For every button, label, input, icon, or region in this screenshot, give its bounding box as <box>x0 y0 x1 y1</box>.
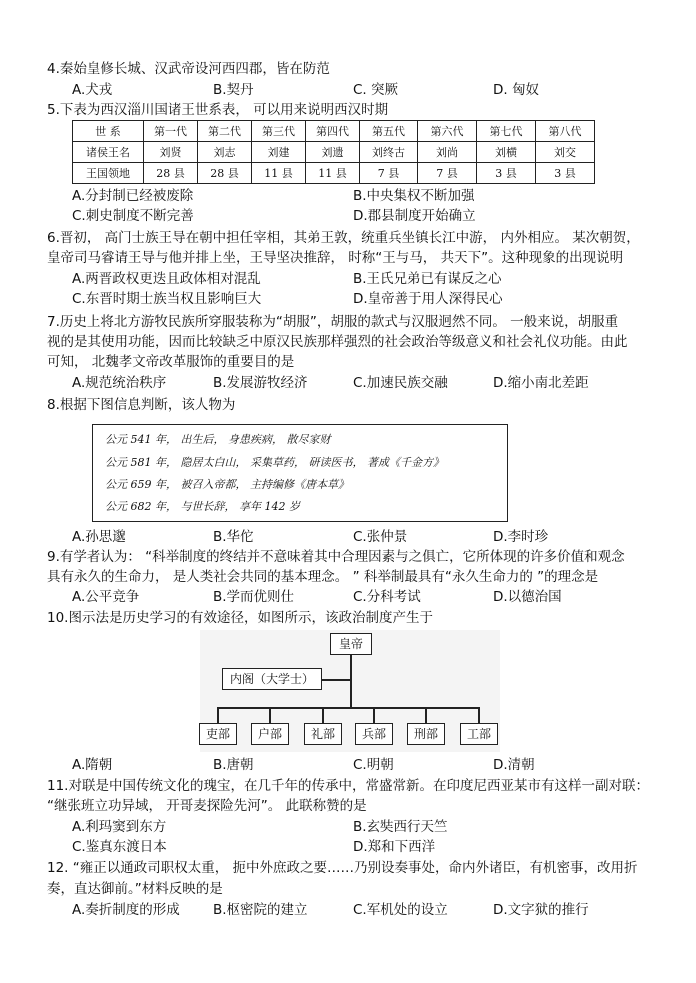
q4-option-c: C. 突厥 <box>353 82 399 98</box>
table-row <box>73 121 595 142</box>
q10-stem: 10.图示法是历史学习的有效途径，如图所示，该政治制度产生于 <box>47 610 433 626</box>
ministry-box: 刑部 <box>407 723 445 745</box>
table-cell: 第二代 <box>198 121 252 142</box>
connector-line <box>425 707 427 723</box>
table-row <box>73 142 595 163</box>
q7-option-d: D.缩小南北差距 <box>493 375 589 391</box>
q8-option-c: C.张仲景 <box>353 529 408 545</box>
connector-line <box>321 679 351 681</box>
q4-option-b: B.契丹 <box>213 82 254 98</box>
table-cell: 第八代 <box>536 121 595 142</box>
q9-stem-line: 具有永久的生命力， 是人类社会共同的基本理念。 ” 科举制最具有“永久生命力的 ”的理念是 <box>47 569 599 585</box>
q8-option-d: D.李时珍 <box>493 529 549 545</box>
table-cell: 3 县 <box>536 163 595 184</box>
q9-option-b: B.学而优则仕 <box>213 589 295 605</box>
table-cell: 第五代 <box>360 121 418 142</box>
table-cell: 王国领地 <box>73 163 144 184</box>
table-cell: 28 县 <box>198 163 252 184</box>
q6-option-d: D.皇帝善于用人深得民心 <box>353 291 503 307</box>
q6-stem-line: 皇帝司马睿请王导与他并排上坐，王导坚决推辞， 时称“王与马， 共天下”。这种现象的出现说明 <box>47 250 624 266</box>
q6-option-b: B.王氏兄弟已有谋反之心 <box>353 271 502 287</box>
q6-option-c: C.东晋时期士族当权且影响巨大 <box>72 291 262 307</box>
q9-stem-line: 9.有学者认为： “科举制度的终结并不意味着其中合理因素与之俱亡，它所体现的许多价值和观念 <box>47 549 625 565</box>
q6-stem-line: 6.晋初， 高门士族王导在朝中担任宰相，其弟王敦，统重兵坐镇长江中游， 内外相应。 某次朝贺， <box>47 230 640 246</box>
q12-option-d: D.文字狱的推行 <box>493 902 589 918</box>
q11-option-d: D.郑和下西洋 <box>353 839 436 855</box>
q11-option-a: A.利玛窦到东方 <box>72 819 167 835</box>
q5-option-b: B.中央集权不断加强 <box>353 188 475 204</box>
q9-option-d: D.以德治国 <box>493 589 562 605</box>
table-cell: 7 县 <box>360 163 418 184</box>
q8-option-b: B.华佗 <box>213 529 254 545</box>
q8-option-a: A.孙思邈 <box>72 529 126 545</box>
connector-line <box>478 707 480 723</box>
bio-line: 公元 682 年， 与世长辞， 享年 142 岁 <box>105 500 300 513</box>
table-cell: 第三代 <box>252 121 306 142</box>
cabinet-box: 内阁（大学士） <box>222 668 322 690</box>
ministry-box: 吏部 <box>199 723 237 745</box>
table-cell: 刘横 <box>477 142 536 163</box>
q11-option-c: C.鉴真东渡日本 <box>72 839 167 855</box>
table-cell: 刘终古 <box>360 142 418 163</box>
table-cell: 第六代 <box>418 121 477 142</box>
q12-option-b: B.枢密院的建立 <box>213 902 308 918</box>
q9-option-c: C.分科考试 <box>353 589 421 605</box>
lineage-table <box>72 120 595 184</box>
table-row <box>73 163 595 184</box>
connector-line <box>322 707 324 723</box>
table-cell: 刘尚 <box>418 142 477 163</box>
table-cell: 11 县 <box>252 163 306 184</box>
q12-stem-line: 奏，直达御前。”材料反映的是 <box>47 881 223 897</box>
connector-line <box>269 707 271 723</box>
table-cell: 第四代 <box>306 121 360 142</box>
table-cell: 诸侯王名 <box>73 142 144 163</box>
ministry-box: 户部 <box>251 723 289 745</box>
q11-stem-line: 11.对联是中国传统文化的瑰宝，在几千年的传承中，常盛常新。在印度尼西亚某市有这样一副对联： <box>47 778 649 794</box>
q12-option-a: A.奏折制度的形成 <box>72 902 180 918</box>
bio-line: 公元 581 年， 隐居太白山， 采集草药， 研读医书， 著成《千金方》 <box>105 456 444 469</box>
q7-option-a: A.规范统治秩序 <box>72 375 167 391</box>
connector-line <box>217 707 480 709</box>
q7-stem-line: 可知， 北魏孝文帝改革服饰的重要目的是 <box>47 354 295 370</box>
biography-box <box>92 424 508 522</box>
q5-option-a: A.分封制已经被废除 <box>72 188 194 204</box>
q12-stem-line: 12. “雍正以通政司职权太重， 扼中外庶政之要……乃别设奏事处，命内外诸臣，有机密事，改用折 <box>47 860 638 876</box>
q10-option-c: C.明朝 <box>353 757 394 773</box>
ministry-box: 工部 <box>460 723 498 745</box>
bio-line: 公元 659 年， 被召入帝都， 主持编修《唐本草》 <box>105 478 349 491</box>
q11-stem-line: “继张班立功异域， 开哥麦探险先河”。 此联称赞的是 <box>47 798 367 814</box>
table-cell: 第一代 <box>144 121 198 142</box>
q5-option-c: C.刺史制度不断完善 <box>72 208 194 224</box>
table-cell: 世 系 <box>73 121 144 142</box>
emperor-box: 皇帝 <box>330 633 372 655</box>
table-cell: 7 县 <box>418 163 477 184</box>
q6-option-a: A.两晋政权更迭且政体相对混乱 <box>72 271 261 287</box>
q10-option-b: B.唐朝 <box>213 757 254 773</box>
table-cell: 28 县 <box>144 163 198 184</box>
q7-option-c: C.加速民族交融 <box>353 375 448 391</box>
q10-option-d: D.清朝 <box>493 757 535 773</box>
table-cell: 11 县 <box>306 163 360 184</box>
bio-line: 公元 541 年， 出生后， 身患疾病， 散尽家财 <box>105 433 331 446</box>
q11-option-b: B.玄奘西行天竺 <box>353 819 448 835</box>
q5-stem: 5.下表为西汉淄川国诸王世系表， 可以用来说明西汉时期 <box>47 102 389 118</box>
ministry-box: 兵部 <box>355 723 393 745</box>
q9-option-a: A.公平竞争 <box>72 589 140 605</box>
table-cell: 第七代 <box>477 121 536 142</box>
q4-stem: 4.秦始皇修长城、汉武帝设河西四郡，皆在防范 <box>47 61 330 77</box>
table-cell: 刘建 <box>252 142 306 163</box>
q7-stem-line: 7.历史上将北方游牧民族所穿服装称为“胡服”，胡服的款式与汉服迥然不同。 一般来说，胡服重 <box>47 314 619 330</box>
q12-option-c: C.军机处的设立 <box>353 902 448 918</box>
table-cell: 3 县 <box>477 163 536 184</box>
table-cell: 刘贤 <box>144 142 198 163</box>
table-cell: 刘志 <box>198 142 252 163</box>
q7-stem-line: 视的是其使用功能，因而比较缺乏中原汉民族那样强烈的社会政治等级意义和社会礼仪功能。由此 <box>47 334 628 350</box>
q4-option-a: A.犬戎 <box>72 82 113 98</box>
connector-line <box>350 654 352 708</box>
connector-line <box>217 707 219 723</box>
q8-stem: 8.根据下图信息判断，该人物为 <box>47 397 236 413</box>
table-cell: 刘交 <box>536 142 595 163</box>
connector-line <box>373 707 375 723</box>
ministry-box: 礼部 <box>304 723 342 745</box>
q10-option-a: A.隋朝 <box>72 757 113 773</box>
q4-option-d: D. 匈奴 <box>493 82 539 98</box>
table-cell: 刘遗 <box>306 142 360 163</box>
q5-option-d: D.郡县制度开始确立 <box>353 208 476 224</box>
q7-option-b: B.发展游牧经济 <box>213 375 308 391</box>
